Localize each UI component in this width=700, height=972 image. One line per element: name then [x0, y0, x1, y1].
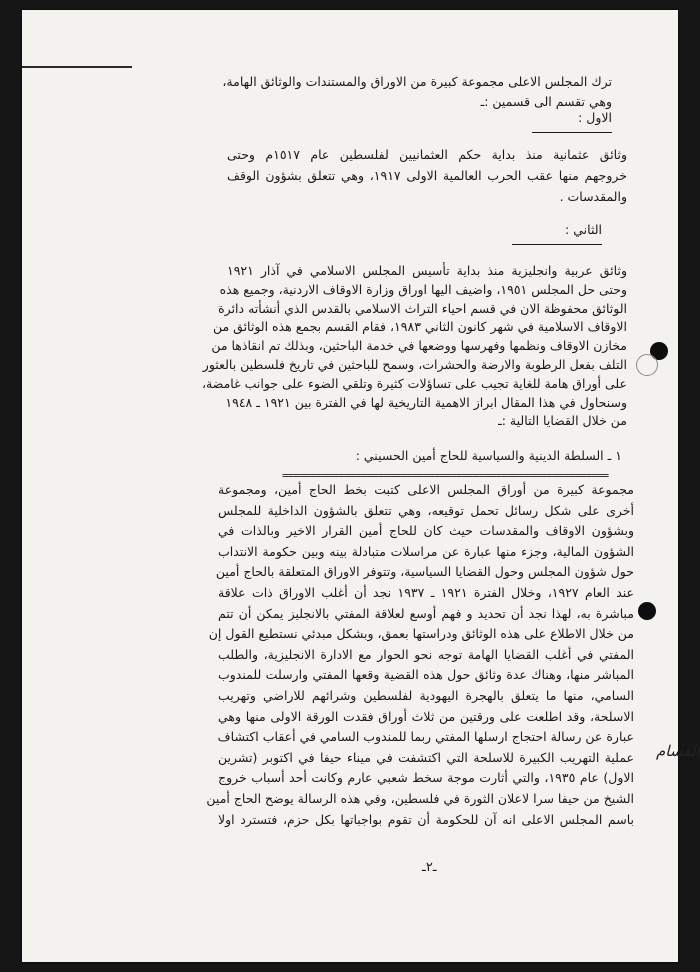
- text-line: السامي، منها ما يتعلق بالهجرة اليهودية لفلسطين وشرائهم للاراضي وتهريب: [218, 687, 634, 703]
- text-line: من خلال القضايا التالية :ـ: [498, 413, 627, 429]
- text-line: الاسلحة، وقد اطلعت على ورقتين من ثلاث أوراق فقدت الورقة الاولى منها وهي: [218, 708, 634, 724]
- edge-mark: [22, 66, 132, 68]
- text-line: خروجهم منها عقب الحرب العالمية الاولى ١٩١٧، وهي تتعلق بشؤون الوقف: [227, 168, 627, 183]
- body-paragraph: [206, 480, 634, 830]
- document-page: [22, 10, 700, 962]
- text-line: المفتي في أغلب القضايا الهامة توجه نحو الحوار مع الادارة الانجليزية، والطلب: [218, 646, 634, 662]
- text-line: من خلال الاطلاع على هذه الوثائق ودراستها بعمق، وبشكل مبدئي نستطيع القول إن: [208, 626, 634, 642]
- text-line: وحتى حل المجلس ١٩٥١، واضيف اليها اوراق وزارة الاوقاف الاردنية، وجميع هذه: [219, 281, 627, 297]
- page-number: ـ٢ـ: [422, 860, 437, 875]
- text-line: التلف بفعل الرطوبة والارضة والحشرات، وسمح للباحثين في تاريخ فلسطين بالعثور: [202, 356, 627, 372]
- text-line: الوثائق محفوظة الان في قسم احياء التراث الاسلامي بالقدس الذي أنشأته دائرة: [218, 300, 627, 316]
- text-line: الشؤون المالية، وجزء منها عبارة عن مراسلات متبادلة بينه وبين حكومة الانتداب: [218, 543, 634, 559]
- text-line: وثائق عربية وانجليزية منذ بداية تأسيس المجلس الاسلامي في آذار ١٩٢١: [227, 263, 627, 278]
- text-line: باسم المجلس الاعلى انه آن للحكومة أن تقوم بواجباتها بكل حزم، فتسترد اولا: [218, 811, 634, 827]
- text-line: أخرى على شكل رسائل تحمل توقيعه، وهي تتعلق بالشؤون الداخلية للمجلس: [218, 502, 634, 518]
- text-line: مباشرة به، لهذا نجد أن تحديد و فهم أوسع لعلاقة المفتي بالانجليز يمكن أن تتم: [218, 605, 634, 621]
- text-line: والمقدسات .: [559, 189, 627, 204]
- text-line: حول شؤون المجلس وحول القضايا السياسية، وتتوفر الاوراق المتعلقة بالحاج أمين: [215, 564, 634, 580]
- dashed-divider: ==========================================================: [282, 472, 609, 480]
- text-line: عبارة عن رسالة احتجاج ارسلها المفتي ربما للمندوب السامي في أعقاب اكتشاف: [217, 729, 634, 745]
- text-line: الشيخ من حيفا سرا لاعلان الثورة في فلسطين، وفي هذه الرسالة يوضح الحاج أمين: [206, 790, 634, 806]
- intro-line: وهي تقسم الى قسمين :ـ: [480, 94, 612, 109]
- text-line: على أوراق هامة للغاية تجيب على تساؤلات كثيرة وتلقي الضوء على جوانب غامضة،: [202, 375, 627, 391]
- intro-paragraph: [222, 72, 612, 112]
- text-line: المباشر منها، وهناك عدة وثائق حول هذه القضية وقعها المفتي وارسلت للمندوب: [218, 667, 634, 683]
- section-second-underline: [512, 244, 602, 245]
- text-line: وسنحاول في هذا المقال ابراز الاهمية التاريخية لها في الفترة بين ١٩٢١ ـ ١٩٤٨: [225, 394, 627, 410]
- section-first-text: [227, 144, 627, 207]
- subheading: ١ ـ السلطة الدينية والسياسية للحاج أمين الحسيني :: [355, 448, 622, 463]
- text-line: مخازن الاوقاف ونظمها وفهرسها ووضعها في خدمة الباحثين، وبذلك تم انقاذها من: [211, 338, 627, 354]
- punch-hole-outline: [636, 354, 658, 376]
- section-first-underline: [532, 132, 612, 133]
- text-line: الاوقاف الاسلامية في شهر كانون الثاني ١٩٨٣، فقام القسم بجمع هذه الوثائق من: [212, 319, 627, 335]
- text-line: وبشؤون الاوقاف والمقدسات حيث كان للحاج أمين القرار الاخير وبالذات في: [218, 523, 634, 539]
- handwritten-margin-note: القسام: [656, 742, 700, 760]
- section-second-label: الثاني :: [565, 222, 602, 237]
- text-line: مجموعة كبيرة من أوراق المجلس الاعلى كتبت بخط الحاج أمين، ومجموعة: [218, 482, 634, 497]
- text-line: الاول) عام ١٩٣٥، والتي أثارت موجة سخط شعبي عارم وكانت أحد أسباب خروج: [218, 770, 634, 786]
- text-line: عملية التهريب الكبيرة للاسلحة التي اكتشفت في ميناء حيفا في اكتوبر (تشرين: [218, 749, 634, 765]
- punch-hole: [638, 602, 656, 620]
- text-line: وثائق عثمانية منذ بداية حكم العثمانيين لفلسطين عام ١٥١٧م وحتى: [227, 147, 627, 162]
- section-first-label: الاول :: [578, 110, 612, 125]
- text-line: عند العام ١٩٢٧، وخلال الفترة ١٩٢١ ـ ١٩٣٧ نجد أن أغلب الاوراق ذات علاقة: [218, 584, 634, 600]
- intro-line: ترك المجلس الاعلى مجموعة كبيرة من الاوراق والمستندات والوثائق الهامة،: [222, 74, 612, 89]
- section-second-text: [202, 262, 627, 431]
